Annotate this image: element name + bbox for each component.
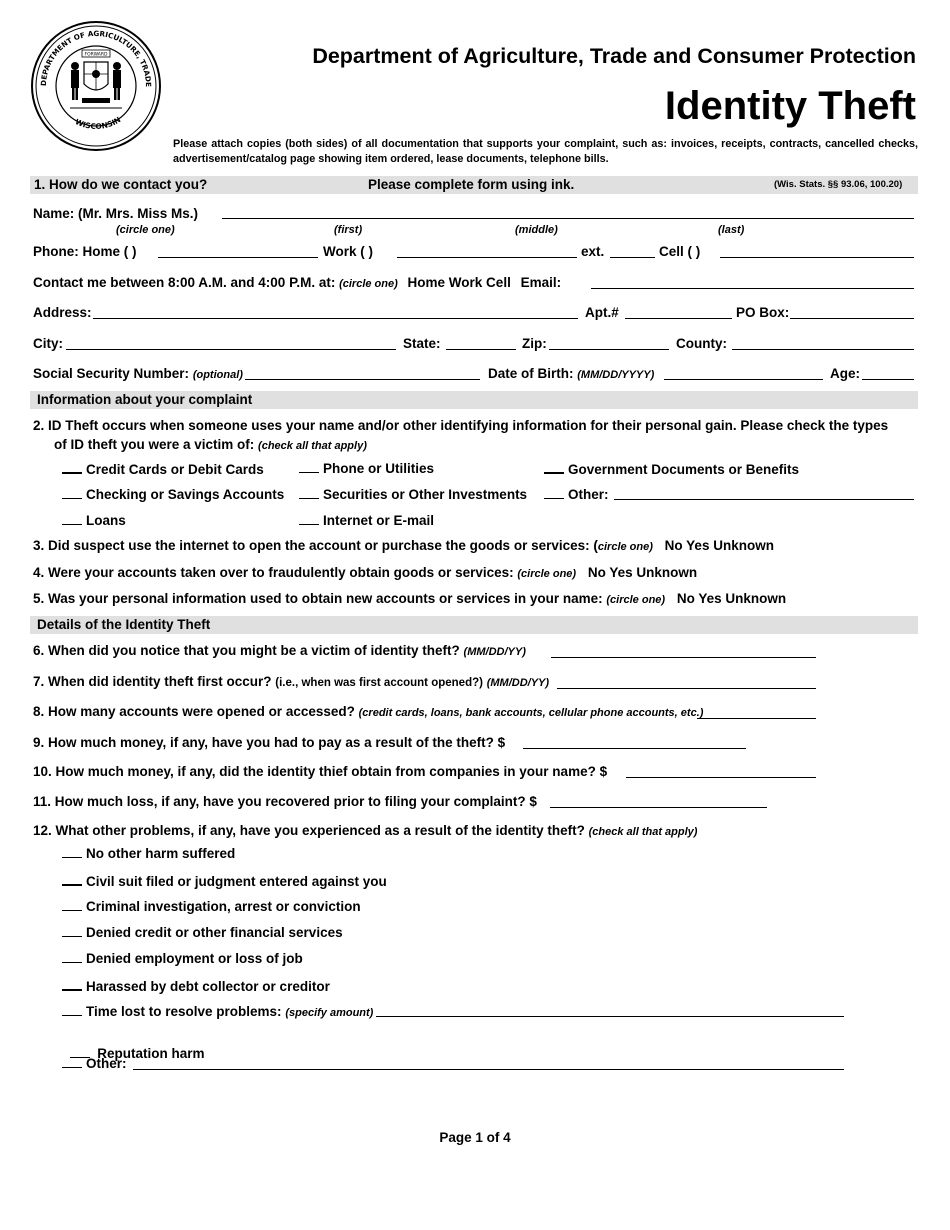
q3-answers[interactable]: No Yes Unknown	[664, 538, 774, 553]
checkbox[interactable]	[62, 872, 82, 886]
q5-answers[interactable]: No Yes Unknown	[676, 591, 787, 606]
email-label: Email:	[520, 275, 562, 290]
q7-row	[33, 674, 549, 691]
section-complaint-bar	[30, 391, 918, 409]
q4-text: 4. Were your accounts taken over to fraudulently obtain goods or services:	[33, 565, 514, 580]
q5-row	[33, 591, 786, 608]
q2-option-government[interactable]	[544, 460, 799, 478]
checkbox[interactable]	[299, 486, 319, 499]
city-field[interactable]	[66, 349, 396, 350]
email-field[interactable]	[591, 288, 914, 289]
q6-text: 6. When did you notice that you might be a victim of identity theft?	[33, 643, 460, 658]
q12-option[interactable]	[62, 950, 303, 967]
q7-text: 7. When did identity theft first occur?	[33, 674, 272, 689]
instructions: Please attach copies (both sides) of all documentation that supports your complaint, such as: invoices, receipts, contracts, cancelled checks, advertisement/catalog page showing item ordered, lease documents, telephone bills.	[173, 138, 918, 165]
option-label: Other:	[568, 487, 609, 502]
section-details-bar	[30, 616, 918, 634]
q12-row	[33, 823, 697, 840]
option-label: Time lost to resolve problems:	[86, 1004, 282, 1019]
section-contact-bar	[30, 176, 918, 194]
q11-field[interactable]	[550, 807, 767, 808]
option-label: No other harm suffered	[86, 846, 236, 861]
section-details-label: Details of the Identity Theft	[37, 617, 211, 632]
page-title: Identity Theft	[664, 84, 916, 128]
q2-option-checking[interactable]	[62, 486, 284, 503]
checkbox[interactable]	[62, 1055, 82, 1068]
option-label: Other:	[86, 1056, 127, 1071]
po-box-label: PO Box:	[736, 305, 790, 320]
middle-name-hint: (middle)	[515, 224, 558, 236]
q6-row	[33, 643, 526, 660]
option-label: Denied credit or other financial services	[86, 925, 343, 940]
last-name-hint: (last)	[718, 224, 745, 236]
phone-cell-label: Cell ( )	[659, 244, 701, 259]
ssn-label: Social Security Number:	[33, 366, 190, 381]
phone-ext-field[interactable]	[610, 257, 655, 258]
specify-amount-hint: (specify amount)	[285, 1007, 374, 1019]
checkbox[interactable]	[299, 460, 319, 473]
checkbox[interactable]	[62, 512, 82, 525]
q12-check-all-hint: (check all that apply)	[588, 826, 698, 838]
po-box-field[interactable]	[790, 318, 914, 319]
phone-work-label: Work ( )	[323, 244, 373, 259]
q3-row	[33, 538, 774, 555]
option-label: Loans	[86, 513, 126, 528]
dob-label: Date of Birth:	[488, 366, 574, 381]
contact-options[interactable]: Home Work Cell	[407, 275, 511, 290]
checkbox[interactable]	[62, 845, 82, 858]
section-complaint-label: Information about your complaint	[37, 392, 253, 407]
apt-field[interactable]	[625, 318, 732, 319]
q9-text: 9. How much money, if any, have you had to pay as a result of the theft? $	[33, 735, 506, 750]
q7-format-hint: (MM/DD/YY)	[486, 677, 550, 689]
dob-field[interactable]	[664, 379, 823, 380]
q12-option-other[interactable]	[62, 1055, 127, 1072]
statute-reference: (Wis. Stats. §§ 93.06, 100.20)	[774, 179, 903, 190]
option-label: Denied employment or loss of job	[86, 951, 303, 966]
q2-text-line1: 2. ID Theft occurs when someone uses your name and/or other identifying information for their personal gain. Please check the types	[33, 418, 889, 433]
option-label: Reputation harm	[93, 1046, 205, 1061]
department-name: Department of Agriculture, Trade and Consumer Protection	[312, 44, 916, 68]
q2-option-securities[interactable]	[299, 486, 527, 503]
page-number: Page 1 of 4	[439, 1130, 511, 1145]
option-label: Civil suit filed or judgment entered against you	[86, 874, 387, 889]
q12-option[interactable]	[62, 872, 387, 890]
q8-field[interactable]	[697, 718, 816, 719]
contact-time-label: Contact me between 8:00 A.M. and 4:00 P.M. at:	[33, 275, 336, 290]
checkbox[interactable]	[299, 512, 319, 525]
seal-ring-top-text: DEPARTMENT OF AGRICULTURE, TRADE	[38, 28, 154, 88]
checkbox[interactable]	[62, 898, 82, 911]
county-label: County:	[676, 336, 727, 351]
state-field[interactable]	[446, 349, 516, 350]
q2-option-other[interactable]	[544, 486, 609, 503]
q12-option-time-lost[interactable]	[62, 1003, 373, 1021]
zip-field[interactable]	[549, 349, 669, 350]
q4-answers[interactable]: No Yes Unknown	[587, 565, 698, 580]
q8-note: (credit cards, loans, bank accounts, cellular phone accounts, etc.)	[358, 707, 704, 719]
time-lost-field[interactable]	[376, 1016, 844, 1017]
q5-circle-hint: (circle one)	[606, 594, 666, 606]
q2-option-credit-cards[interactable]	[62, 460, 264, 478]
q2-other-field[interactable]	[614, 499, 914, 500]
option-label: Checking or Savings Accounts	[86, 487, 285, 502]
q2-text-line2: of ID theft you were a victim of:	[54, 437, 255, 452]
checkbox[interactable]	[62, 950, 82, 963]
ink-note: Please complete form using ink.	[368, 177, 575, 192]
ssn-row	[33, 366, 243, 383]
seal-ring-bottom-text: WISCONSIN	[73, 115, 123, 131]
q9-field[interactable]	[523, 748, 746, 749]
option-label: Criminal investigation, arrest or conviction	[86, 899, 361, 914]
checkbox[interactable]	[544, 486, 564, 499]
q10-text: 10. How much money, if any, did the identity thief obtain from companies in your name? $	[33, 764, 608, 779]
contact-time-row	[33, 275, 561, 292]
q12-option[interactable]	[62, 845, 235, 862]
city-label: City:	[33, 336, 63, 351]
name-label: Name: (Mr. Mrs. Miss Ms.)	[33, 206, 199, 221]
q12-text: 12. What other problems, if any, have you experienced as a result of the identity theft?	[33, 823, 585, 838]
circle-one-hint: (circle one)	[116, 224, 175, 236]
ssn-field[interactable]	[245, 379, 480, 380]
department-seal	[30, 20, 162, 152]
checkbox[interactable]	[62, 924, 82, 937]
q3-circle-hint: circle one)	[597, 541, 653, 553]
first-name-hint: (first)	[334, 224, 363, 236]
county-field[interactable]	[732, 349, 914, 350]
q3-text: 3. Did suspect use the internet to open the account or purchase the goods or services: (	[33, 538, 598, 553]
checkbox[interactable]	[544, 460, 564, 474]
q8-row	[33, 704, 703, 721]
q2-option-phone[interactable]	[299, 460, 434, 477]
checkbox[interactable]	[62, 977, 82, 991]
ssn-optional-hint: (optional)	[192, 369, 243, 381]
dob-format-hint: (MM/DD/YYYY)	[577, 369, 655, 381]
option-label: Harassed by debt collector or creditor	[86, 979, 330, 994]
q12-option[interactable]	[62, 977, 330, 995]
q4-row	[33, 565, 697, 582]
name-field[interactable]	[222, 218, 914, 219]
option-label: Credit Cards or Debit Cards	[86, 462, 264, 477]
q12-option[interactable]	[62, 898, 361, 915]
apt-label: Apt.#	[585, 305, 619, 320]
seal-banner-text: FORWARD	[84, 52, 108, 58]
q12-other-field[interactable]	[133, 1069, 844, 1070]
phone-work-field[interactable]	[397, 257, 577, 258]
q10-field[interactable]	[626, 777, 816, 778]
q2-option-internet[interactable]	[299, 512, 434, 529]
phone-ext-label: ext.	[581, 244, 605, 259]
dob-row	[488, 366, 654, 383]
state-label: State:	[403, 336, 441, 351]
address-label: Address:	[33, 305, 92, 320]
section-contact-label: 1. How do we contact you?	[34, 177, 208, 192]
q2-option-loans[interactable]	[62, 512, 126, 529]
age-label: Age:	[830, 366, 860, 381]
q2-text-line2-row	[54, 437, 367, 454]
option-label: Internet or E-mail	[323, 513, 435, 528]
address-field[interactable]	[93, 318, 578, 319]
q11-text: 11. How much loss, if any, have you recovered prior to filing your complaint? $	[33, 794, 537, 809]
option-label: Government Documents or Benefits	[568, 462, 800, 477]
q8-text: 8. How many accounts were opened or accessed?	[33, 704, 355, 719]
age-field[interactable]	[862, 379, 914, 380]
phone-home-label: Phone: Home ( )	[33, 244, 137, 259]
checkbox[interactable]	[62, 460, 82, 474]
q4-circle-hint: (circle one)	[517, 568, 577, 580]
q6-format-hint: (MM/DD/YY)	[463, 646, 526, 658]
option-label: Securities or Other Investments	[323, 487, 528, 502]
q5-text: 5. Was your personal information used to obtain new accounts or services in your name:	[33, 591, 603, 606]
checkbox[interactable]	[62, 486, 82, 499]
q2-check-all-hint: (check all that apply)	[258, 440, 367, 452]
option-label: Phone or Utilities	[323, 461, 435, 476]
checkbox[interactable]	[62, 1003, 82, 1016]
q7-note: (i.e., when was first account opened?)	[275, 677, 483, 689]
q12-option[interactable]	[62, 924, 343, 941]
q7-field[interactable]	[557, 688, 816, 689]
contact-circle-hint: (circle one)	[339, 278, 398, 290]
phone-cell-field[interactable]	[720, 257, 914, 258]
q6-field[interactable]	[551, 657, 816, 658]
phone-home-field[interactable]	[158, 257, 318, 258]
zip-label: Zip:	[522, 336, 547, 351]
